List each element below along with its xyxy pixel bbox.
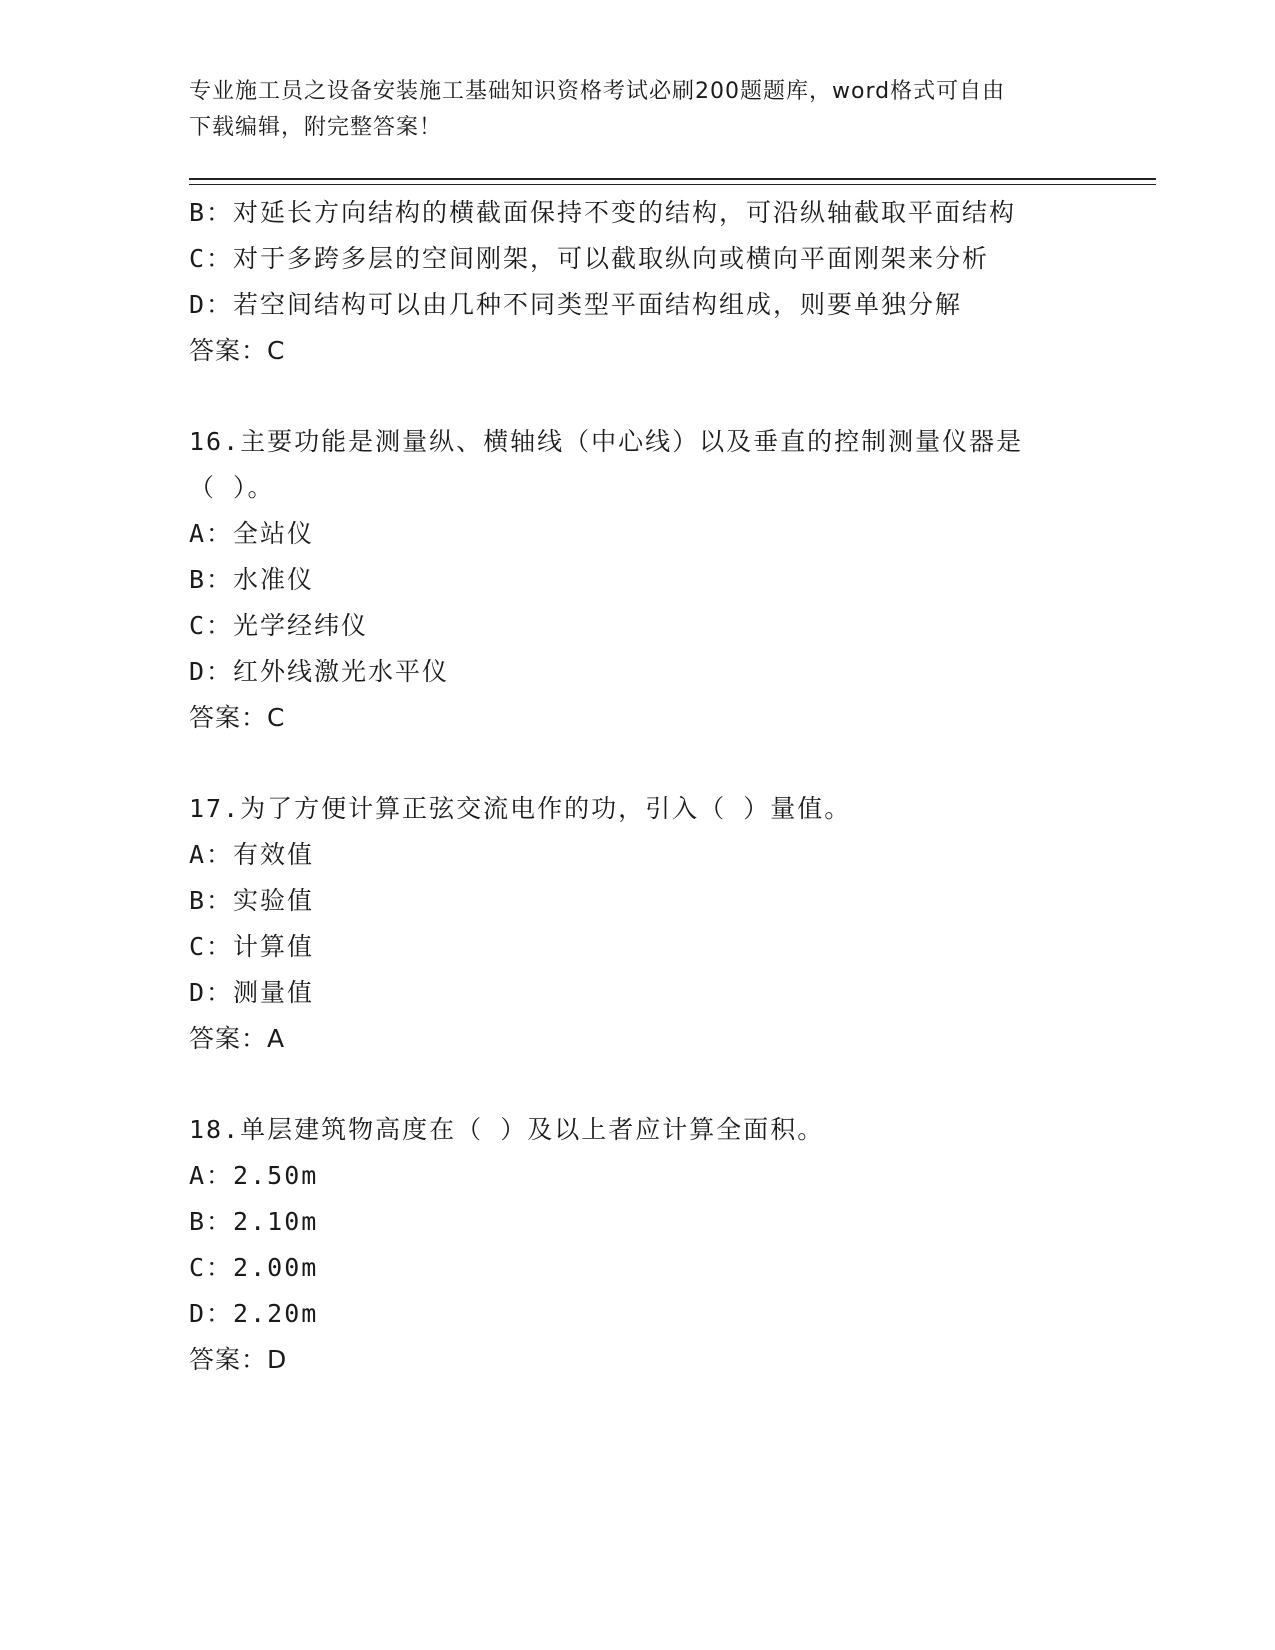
- question-block-18: [189, 1107, 1089, 1383]
- answer-line: 答案：A: [189, 1024, 286, 1053]
- option-d: D：2.20m: [189, 1299, 319, 1328]
- title-line-1: 专业施工员之设备安装施工基础知识资格考试必刷200题题库，word格式可自由: [189, 79, 1006, 104]
- option-d: D：若空间结构可以由几种不同类型平面结构组成，则要单独分解: [189, 290, 963, 319]
- option-b: B：水准仪: [189, 565, 315, 594]
- option-b: B：实验值: [189, 886, 315, 915]
- header-rule-thick: [189, 178, 1156, 180]
- question-stem: 16.主要功能是测量纵、横轴线（中心线）以及垂直的控制测量仪器是: [189, 427, 1024, 456]
- option-b: B：2.10m: [189, 1207, 319, 1236]
- question-list: [189, 190, 1089, 1383]
- option-a: A：全站仪: [189, 519, 315, 548]
- option-c: C：2.00m: [189, 1253, 319, 1282]
- question-stem: 17.为了方便计算正弦交流电作的功，引入（ ）量值。: [189, 794, 852, 823]
- option-c: C：对于多跨多层的空间刚架，可以截取纵向或横向平面刚架来分析: [189, 244, 990, 273]
- answer-line: 答案：C: [189, 703, 286, 732]
- question-block-16: [189, 419, 1089, 741]
- question-block-prev: [189, 190, 1089, 374]
- option-a: A：2.50m: [189, 1161, 319, 1190]
- answer-line: 答案：D: [189, 1345, 288, 1374]
- document-title: [189, 74, 1089, 146]
- option-c: C：计算值: [189, 932, 315, 961]
- header-rule-thin: [189, 184, 1156, 185]
- question-block-17: [189, 786, 1089, 1062]
- option-c: C：光学经纬仪: [189, 611, 369, 640]
- question-stem-cont: （ ）。: [189, 473, 275, 502]
- title-line-2: 下载编辑，附完整答案！: [189, 115, 443, 140]
- option-d: D：红外线激光水平仪: [189, 657, 450, 686]
- option-b: B：对延长方向结构的横截面保持不变的结构，可沿纵轴截取平面结构: [189, 198, 1017, 227]
- option-d: D：测量值: [189, 978, 315, 1007]
- question-stem: 18.单层建筑物高度在（ ）及以上者应计算全面积。: [189, 1115, 825, 1144]
- option-a: A：有效值: [189, 840, 315, 869]
- answer-line: 答案：C: [189, 336, 286, 365]
